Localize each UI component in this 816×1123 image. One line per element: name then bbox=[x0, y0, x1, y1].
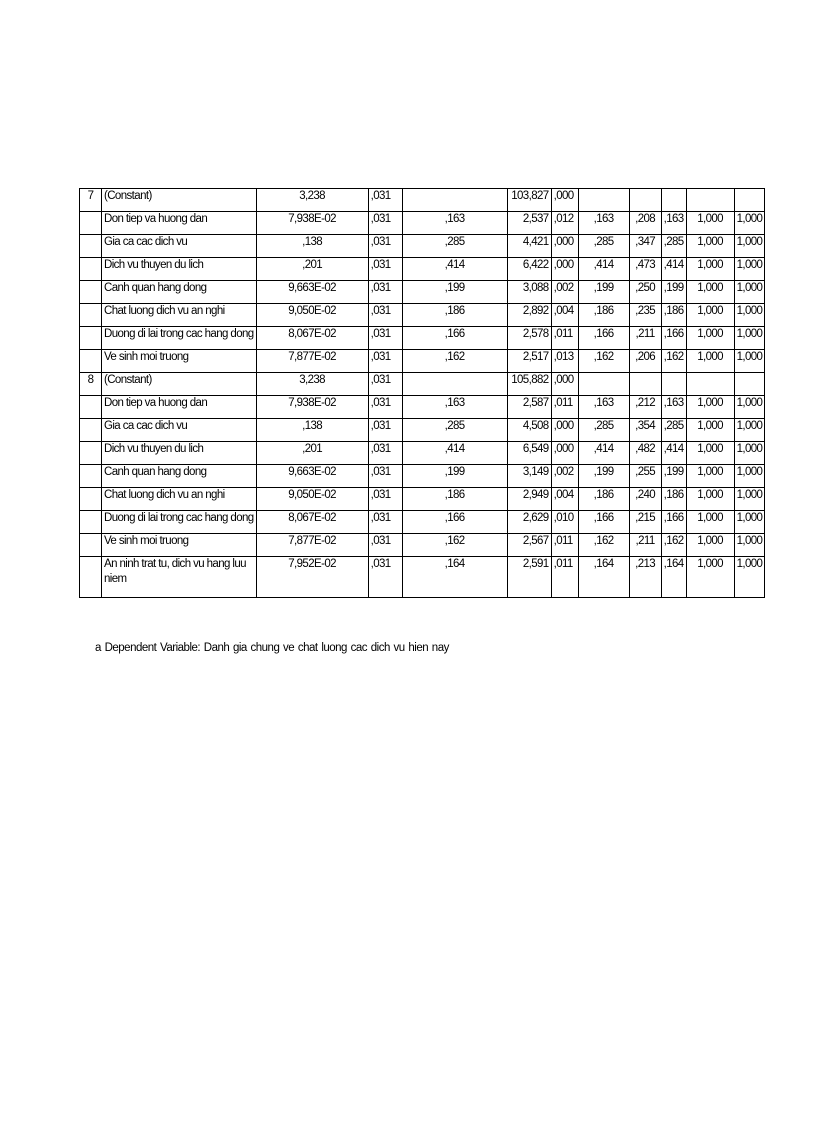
part-cell: ,285 bbox=[661, 419, 686, 442]
vif-cell: 1,000 bbox=[734, 442, 765, 465]
variable-name-cell: Gia ca cac dich vu bbox=[102, 235, 257, 258]
model-cell bbox=[80, 350, 102, 373]
vif-cell: 1,000 bbox=[734, 396, 765, 419]
table-row bbox=[80, 235, 765, 258]
vif-cell: 1,000 bbox=[734, 488, 765, 511]
tolerance-cell bbox=[686, 189, 734, 212]
t-cell: 3,088 bbox=[507, 281, 551, 304]
t-cell: 105,882 bbox=[507, 373, 551, 396]
partial-cell: ,354 bbox=[629, 419, 661, 442]
t-cell: 2,587 bbox=[507, 396, 551, 419]
std-error-cell: ,031 bbox=[368, 212, 402, 235]
b-cell: ,138 bbox=[256, 419, 368, 442]
vif-cell bbox=[734, 373, 765, 396]
std-error-cell: ,031 bbox=[368, 327, 402, 350]
std-error-cell: ,031 bbox=[368, 235, 402, 258]
beta-cell: ,414 bbox=[402, 258, 507, 281]
zero-order-cell: ,166 bbox=[578, 511, 629, 534]
model-cell bbox=[80, 281, 102, 304]
b-cell: 8,067E-02 bbox=[256, 327, 368, 350]
vif-cell: 1,000 bbox=[734, 304, 765, 327]
variable-name-cell: (Constant) bbox=[102, 189, 257, 212]
model-cell bbox=[80, 396, 102, 419]
sig-cell: ,004 bbox=[551, 304, 578, 327]
table-row bbox=[80, 373, 765, 396]
partial-cell: ,235 bbox=[629, 304, 661, 327]
tolerance-cell: 1,000 bbox=[686, 442, 734, 465]
partial-cell: ,213 bbox=[629, 557, 661, 598]
partial-cell: ,250 bbox=[629, 281, 661, 304]
partial-cell: ,212 bbox=[629, 396, 661, 419]
vif-cell: 1,000 bbox=[734, 235, 765, 258]
sig-cell: ,000 bbox=[551, 258, 578, 281]
model-cell bbox=[80, 419, 102, 442]
zero-order-cell: ,162 bbox=[578, 534, 629, 557]
variable-name-cell: Ve sinh moi truong bbox=[102, 350, 257, 373]
std-error-cell: ,031 bbox=[368, 189, 402, 212]
sig-cell: ,010 bbox=[551, 511, 578, 534]
sig-cell: ,013 bbox=[551, 350, 578, 373]
sig-cell: ,011 bbox=[551, 396, 578, 419]
zero-order-cell: ,163 bbox=[578, 396, 629, 419]
part-cell: ,414 bbox=[661, 258, 686, 281]
vif-cell: 1,000 bbox=[734, 511, 765, 534]
partial-cell bbox=[629, 189, 661, 212]
t-cell: 2,892 bbox=[507, 304, 551, 327]
tolerance-cell: 1,000 bbox=[686, 511, 734, 534]
vif-cell: 1,000 bbox=[734, 327, 765, 350]
table-row bbox=[80, 396, 765, 419]
std-error-cell: ,031 bbox=[368, 534, 402, 557]
variable-name-cell: An ninh trat tu, dich vu hang luu niem bbox=[102, 557, 257, 598]
part-cell: ,285 bbox=[661, 235, 686, 258]
zero-order-cell bbox=[578, 373, 629, 396]
tolerance-cell: 1,000 bbox=[686, 327, 734, 350]
t-cell: 2,567 bbox=[507, 534, 551, 557]
variable-name-cell: Chat luong dich vu an nghi bbox=[102, 488, 257, 511]
part-cell: ,166 bbox=[661, 327, 686, 350]
t-cell: 103,827 bbox=[507, 189, 551, 212]
b-cell: 7,938E-02 bbox=[256, 212, 368, 235]
t-cell: 6,422 bbox=[507, 258, 551, 281]
sig-cell: ,000 bbox=[551, 189, 578, 212]
zero-order-cell: ,164 bbox=[578, 557, 629, 598]
vif-cell: 1,000 bbox=[734, 465, 765, 488]
variable-name-cell: Canh quan hang dong bbox=[102, 465, 257, 488]
part-cell bbox=[661, 189, 686, 212]
model-cell bbox=[80, 327, 102, 350]
beta-cell bbox=[402, 373, 507, 396]
part-cell: ,162 bbox=[661, 534, 686, 557]
table-row bbox=[80, 442, 765, 465]
model-cell bbox=[80, 557, 102, 598]
std-error-cell: ,031 bbox=[368, 442, 402, 465]
b-cell: 9,663E-02 bbox=[256, 281, 368, 304]
partial-cell: ,482 bbox=[629, 442, 661, 465]
sig-cell: ,011 bbox=[551, 327, 578, 350]
zero-order-cell bbox=[578, 189, 629, 212]
table-row bbox=[80, 350, 765, 373]
part-cell: ,414 bbox=[661, 442, 686, 465]
beta-cell bbox=[402, 189, 507, 212]
part-cell: ,163 bbox=[661, 212, 686, 235]
beta-cell: ,166 bbox=[402, 327, 507, 350]
table-row bbox=[80, 534, 765, 557]
variable-name-cell: Dich vu thuyen du lich bbox=[102, 442, 257, 465]
table-body bbox=[80, 189, 765, 598]
t-cell: 2,591 bbox=[507, 557, 551, 598]
variable-name-cell: Don tiep va huong dan bbox=[102, 212, 257, 235]
zero-order-cell: ,285 bbox=[578, 419, 629, 442]
beta-cell: ,186 bbox=[402, 304, 507, 327]
sig-cell: ,000 bbox=[551, 373, 578, 396]
table-row bbox=[80, 557, 765, 598]
sig-cell: ,002 bbox=[551, 281, 578, 304]
sig-cell: ,012 bbox=[551, 212, 578, 235]
std-error-cell: ,031 bbox=[368, 304, 402, 327]
model-cell bbox=[80, 465, 102, 488]
std-error-cell: ,031 bbox=[368, 419, 402, 442]
tolerance-cell: 1,000 bbox=[686, 396, 734, 419]
beta-cell: ,199 bbox=[402, 465, 507, 488]
tolerance-cell: 1,000 bbox=[686, 235, 734, 258]
zero-order-cell: ,199 bbox=[578, 281, 629, 304]
table-row bbox=[80, 212, 765, 235]
tolerance-cell bbox=[686, 373, 734, 396]
variable-name-cell: Duong di lai trong cac hang dong bbox=[102, 327, 257, 350]
table-row bbox=[80, 327, 765, 350]
tolerance-cell: 1,000 bbox=[686, 212, 734, 235]
tolerance-cell: 1,000 bbox=[686, 304, 734, 327]
part-cell: ,166 bbox=[661, 511, 686, 534]
table-row bbox=[80, 304, 765, 327]
partial-cell: ,208 bbox=[629, 212, 661, 235]
partial-cell: ,215 bbox=[629, 511, 661, 534]
b-cell: 7,877E-02 bbox=[256, 350, 368, 373]
t-cell: 2,629 bbox=[507, 511, 551, 534]
zero-order-cell: ,199 bbox=[578, 465, 629, 488]
partial-cell: ,473 bbox=[629, 258, 661, 281]
part-cell: ,199 bbox=[661, 281, 686, 304]
model-cell bbox=[80, 534, 102, 557]
variable-name-cell: Ve sinh moi truong bbox=[102, 534, 257, 557]
vif-cell: 1,000 bbox=[734, 212, 765, 235]
b-cell: 9,050E-02 bbox=[256, 304, 368, 327]
zero-order-cell: ,166 bbox=[578, 327, 629, 350]
partial-cell: ,255 bbox=[629, 465, 661, 488]
partial-cell: ,211 bbox=[629, 534, 661, 557]
vif-cell bbox=[734, 189, 765, 212]
footnote: a Dependent Variable: Danh gia chung ve chat luong cac dich vu hien nay bbox=[95, 642, 449, 654]
model-cell bbox=[80, 212, 102, 235]
std-error-cell: ,031 bbox=[368, 281, 402, 304]
t-cell: 3,149 bbox=[507, 465, 551, 488]
b-cell: ,201 bbox=[256, 442, 368, 465]
variable-name-cell: Gia ca cac dich vu bbox=[102, 419, 257, 442]
partial-cell: ,347 bbox=[629, 235, 661, 258]
t-cell: 6,549 bbox=[507, 442, 551, 465]
sig-cell: ,000 bbox=[551, 442, 578, 465]
beta-cell: ,164 bbox=[402, 557, 507, 598]
variable-name-cell: Don tiep va huong dan bbox=[102, 396, 257, 419]
sig-cell: ,011 bbox=[551, 557, 578, 598]
variable-name-cell: Dich vu thuyen du lich bbox=[102, 258, 257, 281]
model-cell bbox=[80, 304, 102, 327]
part-cell: ,164 bbox=[661, 557, 686, 598]
model-cell: 8 bbox=[80, 373, 102, 396]
sig-cell: ,004 bbox=[551, 488, 578, 511]
b-cell: 3,238 bbox=[256, 373, 368, 396]
sig-cell: ,000 bbox=[551, 419, 578, 442]
model-cell bbox=[80, 511, 102, 534]
t-cell: 2,578 bbox=[507, 327, 551, 350]
zero-order-cell: ,186 bbox=[578, 488, 629, 511]
model-cell bbox=[80, 235, 102, 258]
table-row bbox=[80, 258, 765, 281]
std-error-cell: ,031 bbox=[368, 350, 402, 373]
b-cell: 7,952E-02 bbox=[256, 557, 368, 598]
tolerance-cell: 1,000 bbox=[686, 281, 734, 304]
vif-cell: 1,000 bbox=[734, 534, 765, 557]
b-cell: 8,067E-02 bbox=[256, 511, 368, 534]
vif-cell: 1,000 bbox=[734, 419, 765, 442]
tolerance-cell: 1,000 bbox=[686, 419, 734, 442]
t-cell: 2,949 bbox=[507, 488, 551, 511]
model-cell: 7 bbox=[80, 189, 102, 212]
coefficients-table bbox=[79, 188, 765, 598]
b-cell: 7,877E-02 bbox=[256, 534, 368, 557]
std-error-cell: ,031 bbox=[368, 373, 402, 396]
b-cell: 9,050E-02 bbox=[256, 488, 368, 511]
b-cell: ,201 bbox=[256, 258, 368, 281]
vif-cell: 1,000 bbox=[734, 350, 765, 373]
beta-cell: ,285 bbox=[402, 419, 507, 442]
beta-cell: ,166 bbox=[402, 511, 507, 534]
zero-order-cell: ,163 bbox=[578, 212, 629, 235]
zero-order-cell: ,414 bbox=[578, 258, 629, 281]
std-error-cell: ,031 bbox=[368, 258, 402, 281]
b-cell: 9,663E-02 bbox=[256, 465, 368, 488]
zero-order-cell: ,285 bbox=[578, 235, 629, 258]
b-cell: 3,238 bbox=[256, 189, 368, 212]
table-row bbox=[80, 189, 765, 212]
partial-cell: ,211 bbox=[629, 327, 661, 350]
partial-cell: ,240 bbox=[629, 488, 661, 511]
beta-cell: ,163 bbox=[402, 212, 507, 235]
tolerance-cell: 1,000 bbox=[686, 350, 734, 373]
std-error-cell: ,031 bbox=[368, 557, 402, 598]
tolerance-cell: 1,000 bbox=[686, 488, 734, 511]
std-error-cell: ,031 bbox=[368, 488, 402, 511]
variable-name-cell: (Constant) bbox=[102, 373, 257, 396]
variable-name-cell: Duong di lai trong cac hang dong bbox=[102, 511, 257, 534]
std-error-cell: ,031 bbox=[368, 511, 402, 534]
table-row bbox=[80, 281, 765, 304]
table-row bbox=[80, 419, 765, 442]
std-error-cell: ,031 bbox=[368, 465, 402, 488]
part-cell: ,199 bbox=[661, 465, 686, 488]
vif-cell: 1,000 bbox=[734, 281, 765, 304]
t-cell: 4,508 bbox=[507, 419, 551, 442]
zero-order-cell: ,186 bbox=[578, 304, 629, 327]
variable-name-cell: Canh quan hang dong bbox=[102, 281, 257, 304]
b-cell: 7,938E-02 bbox=[256, 396, 368, 419]
vif-cell: 1,000 bbox=[734, 258, 765, 281]
beta-cell: ,285 bbox=[402, 235, 507, 258]
t-cell: 2,537 bbox=[507, 212, 551, 235]
beta-cell: ,162 bbox=[402, 534, 507, 557]
part-cell bbox=[661, 373, 686, 396]
tolerance-cell: 1,000 bbox=[686, 557, 734, 598]
table-row bbox=[80, 511, 765, 534]
tolerance-cell: 1,000 bbox=[686, 534, 734, 557]
sig-cell: ,000 bbox=[551, 235, 578, 258]
table-row bbox=[80, 465, 765, 488]
std-error-cell: ,031 bbox=[368, 396, 402, 419]
beta-cell: ,162 bbox=[402, 350, 507, 373]
part-cell: ,163 bbox=[661, 396, 686, 419]
sig-cell: ,002 bbox=[551, 465, 578, 488]
model-cell bbox=[80, 442, 102, 465]
zero-order-cell: ,414 bbox=[578, 442, 629, 465]
beta-cell: ,163 bbox=[402, 396, 507, 419]
t-cell: 4,421 bbox=[507, 235, 551, 258]
b-cell: ,138 bbox=[256, 235, 368, 258]
partial-cell: ,206 bbox=[629, 350, 661, 373]
t-cell: 2,517 bbox=[507, 350, 551, 373]
table-row bbox=[80, 488, 765, 511]
part-cell: ,186 bbox=[661, 304, 686, 327]
part-cell: ,162 bbox=[661, 350, 686, 373]
model-cell bbox=[80, 488, 102, 511]
variable-name-cell: Chat luong dich vu an nghi bbox=[102, 304, 257, 327]
partial-cell bbox=[629, 373, 661, 396]
sig-cell: ,011 bbox=[551, 534, 578, 557]
tolerance-cell: 1,000 bbox=[686, 465, 734, 488]
beta-cell: ,186 bbox=[402, 488, 507, 511]
tolerance-cell: 1,000 bbox=[686, 258, 734, 281]
vif-cell: 1,000 bbox=[734, 557, 765, 598]
model-cell bbox=[80, 258, 102, 281]
zero-order-cell: ,162 bbox=[578, 350, 629, 373]
beta-cell: ,414 bbox=[402, 442, 507, 465]
part-cell: ,186 bbox=[661, 488, 686, 511]
beta-cell: ,199 bbox=[402, 281, 507, 304]
